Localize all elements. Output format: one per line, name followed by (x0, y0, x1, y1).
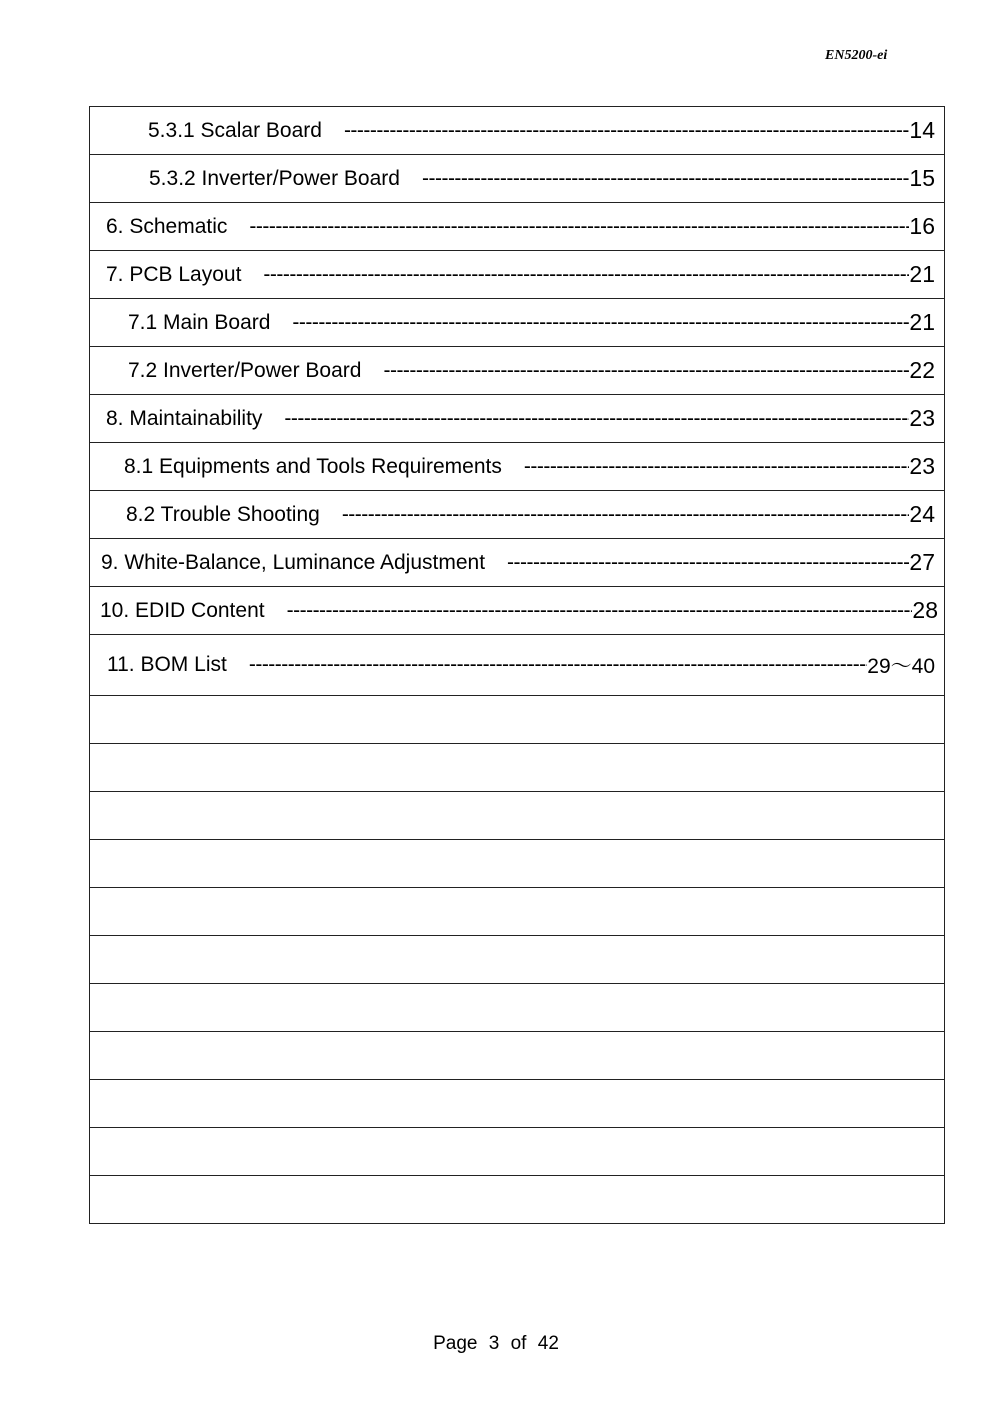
toc-dot-leader (292, 311, 909, 335)
toc-entry-page: 29～40 (867, 655, 935, 678)
table-row (90, 155, 945, 203)
table-row (90, 203, 945, 251)
toc-dot-leader (344, 119, 909, 143)
empty-table-row (90, 984, 945, 1032)
toc-entry-label: 6. Schematic (106, 214, 228, 238)
toc-entry-label: 7.1 Main Board (128, 310, 271, 334)
empty-table-row (90, 1032, 945, 1080)
toc-entry (90, 443, 944, 490)
toc-entry (90, 203, 944, 250)
page-footer (0, 1333, 992, 1355)
table-row (90, 299, 945, 347)
toc-entry-page: 21 (909, 261, 935, 287)
toc-entry (90, 491, 944, 538)
empty-table-row (90, 936, 945, 984)
toc-entry-page: 23 (909, 405, 935, 431)
table-row (90, 491, 945, 539)
toc-dot-leader (287, 599, 913, 623)
footer-of-word: of (510, 1333, 527, 1354)
toc-entry (90, 587, 944, 634)
toc-dot-leader (249, 653, 867, 677)
toc-entry (90, 635, 944, 695)
toc-entry-page: 23 (909, 453, 935, 479)
toc-entry (90, 395, 944, 442)
toc-dot-leader (284, 407, 909, 431)
toc-entry-page: 14 (909, 117, 935, 143)
toc-dot-leader (342, 503, 910, 527)
toc-entry (90, 251, 944, 298)
toc-entry (90, 347, 944, 394)
toc-entry (90, 299, 944, 346)
toc-entry-label: 7. PCB Layout (106, 262, 242, 286)
toc-dot-leader (422, 167, 909, 191)
empty-table-row (90, 1080, 945, 1128)
toc-dot-leader (263, 263, 909, 287)
table-row (90, 251, 945, 299)
toc-dot-leader (383, 359, 909, 383)
toc-dot-leader (507, 551, 909, 575)
empty-table-row (90, 1128, 945, 1176)
empty-table-row (90, 696, 945, 744)
toc-entry-page: 21 (909, 309, 935, 335)
table-row (90, 539, 945, 587)
toc-entry-label: 5.3.2 Inverter/Power Board (149, 166, 400, 190)
document-code: EN5200-ei (825, 48, 888, 63)
toc-entry-page: 16 (909, 213, 935, 239)
empty-table-row (90, 1176, 945, 1224)
toc-entry-label: 8. Maintainability (106, 406, 263, 430)
toc-entry-label: 11. BOM List (107, 653, 227, 676)
toc-entry-page: 28 (912, 597, 938, 623)
empty-table-row (90, 840, 945, 888)
table-row (90, 395, 945, 443)
toc-entry-label: 8.1 Equipments and Tools Requirements (124, 454, 502, 478)
toc-entry-page: 15 (909, 165, 935, 191)
toc-entry-label: 9. White-Balance, Luminance Adjustment (101, 550, 486, 574)
table-of-contents (89, 106, 945, 1224)
empty-table-row (90, 792, 945, 840)
toc-entry-page: 24 (909, 501, 935, 527)
toc-entry (90, 155, 944, 202)
footer-page-word: Page (433, 1333, 478, 1354)
toc-entry-label: 10. EDID Content (100, 598, 265, 622)
footer-current-page: 3 (488, 1333, 500, 1354)
toc-entry (90, 539, 944, 586)
empty-table-row (90, 744, 945, 792)
table-row (90, 635, 945, 696)
toc-entry-label: 5.3.1 Scalar Board (148, 118, 322, 142)
table-row (90, 107, 945, 155)
toc-entry-page: 27 (909, 549, 935, 575)
toc-entry-label: 8.2 Trouble Shooting (126, 502, 320, 526)
empty-table-row (90, 888, 945, 936)
table-row (90, 347, 945, 395)
toc-dot-leader (524, 455, 910, 479)
footer-total-pages: 42 (537, 1333, 559, 1354)
toc-entry (90, 107, 944, 154)
table-row (90, 587, 945, 635)
table-row (90, 443, 945, 491)
toc-entry-label: 7.2 Inverter/Power Board (128, 358, 362, 382)
toc-dot-leader (249, 215, 909, 239)
toc-entry-page: 22 (909, 357, 935, 383)
